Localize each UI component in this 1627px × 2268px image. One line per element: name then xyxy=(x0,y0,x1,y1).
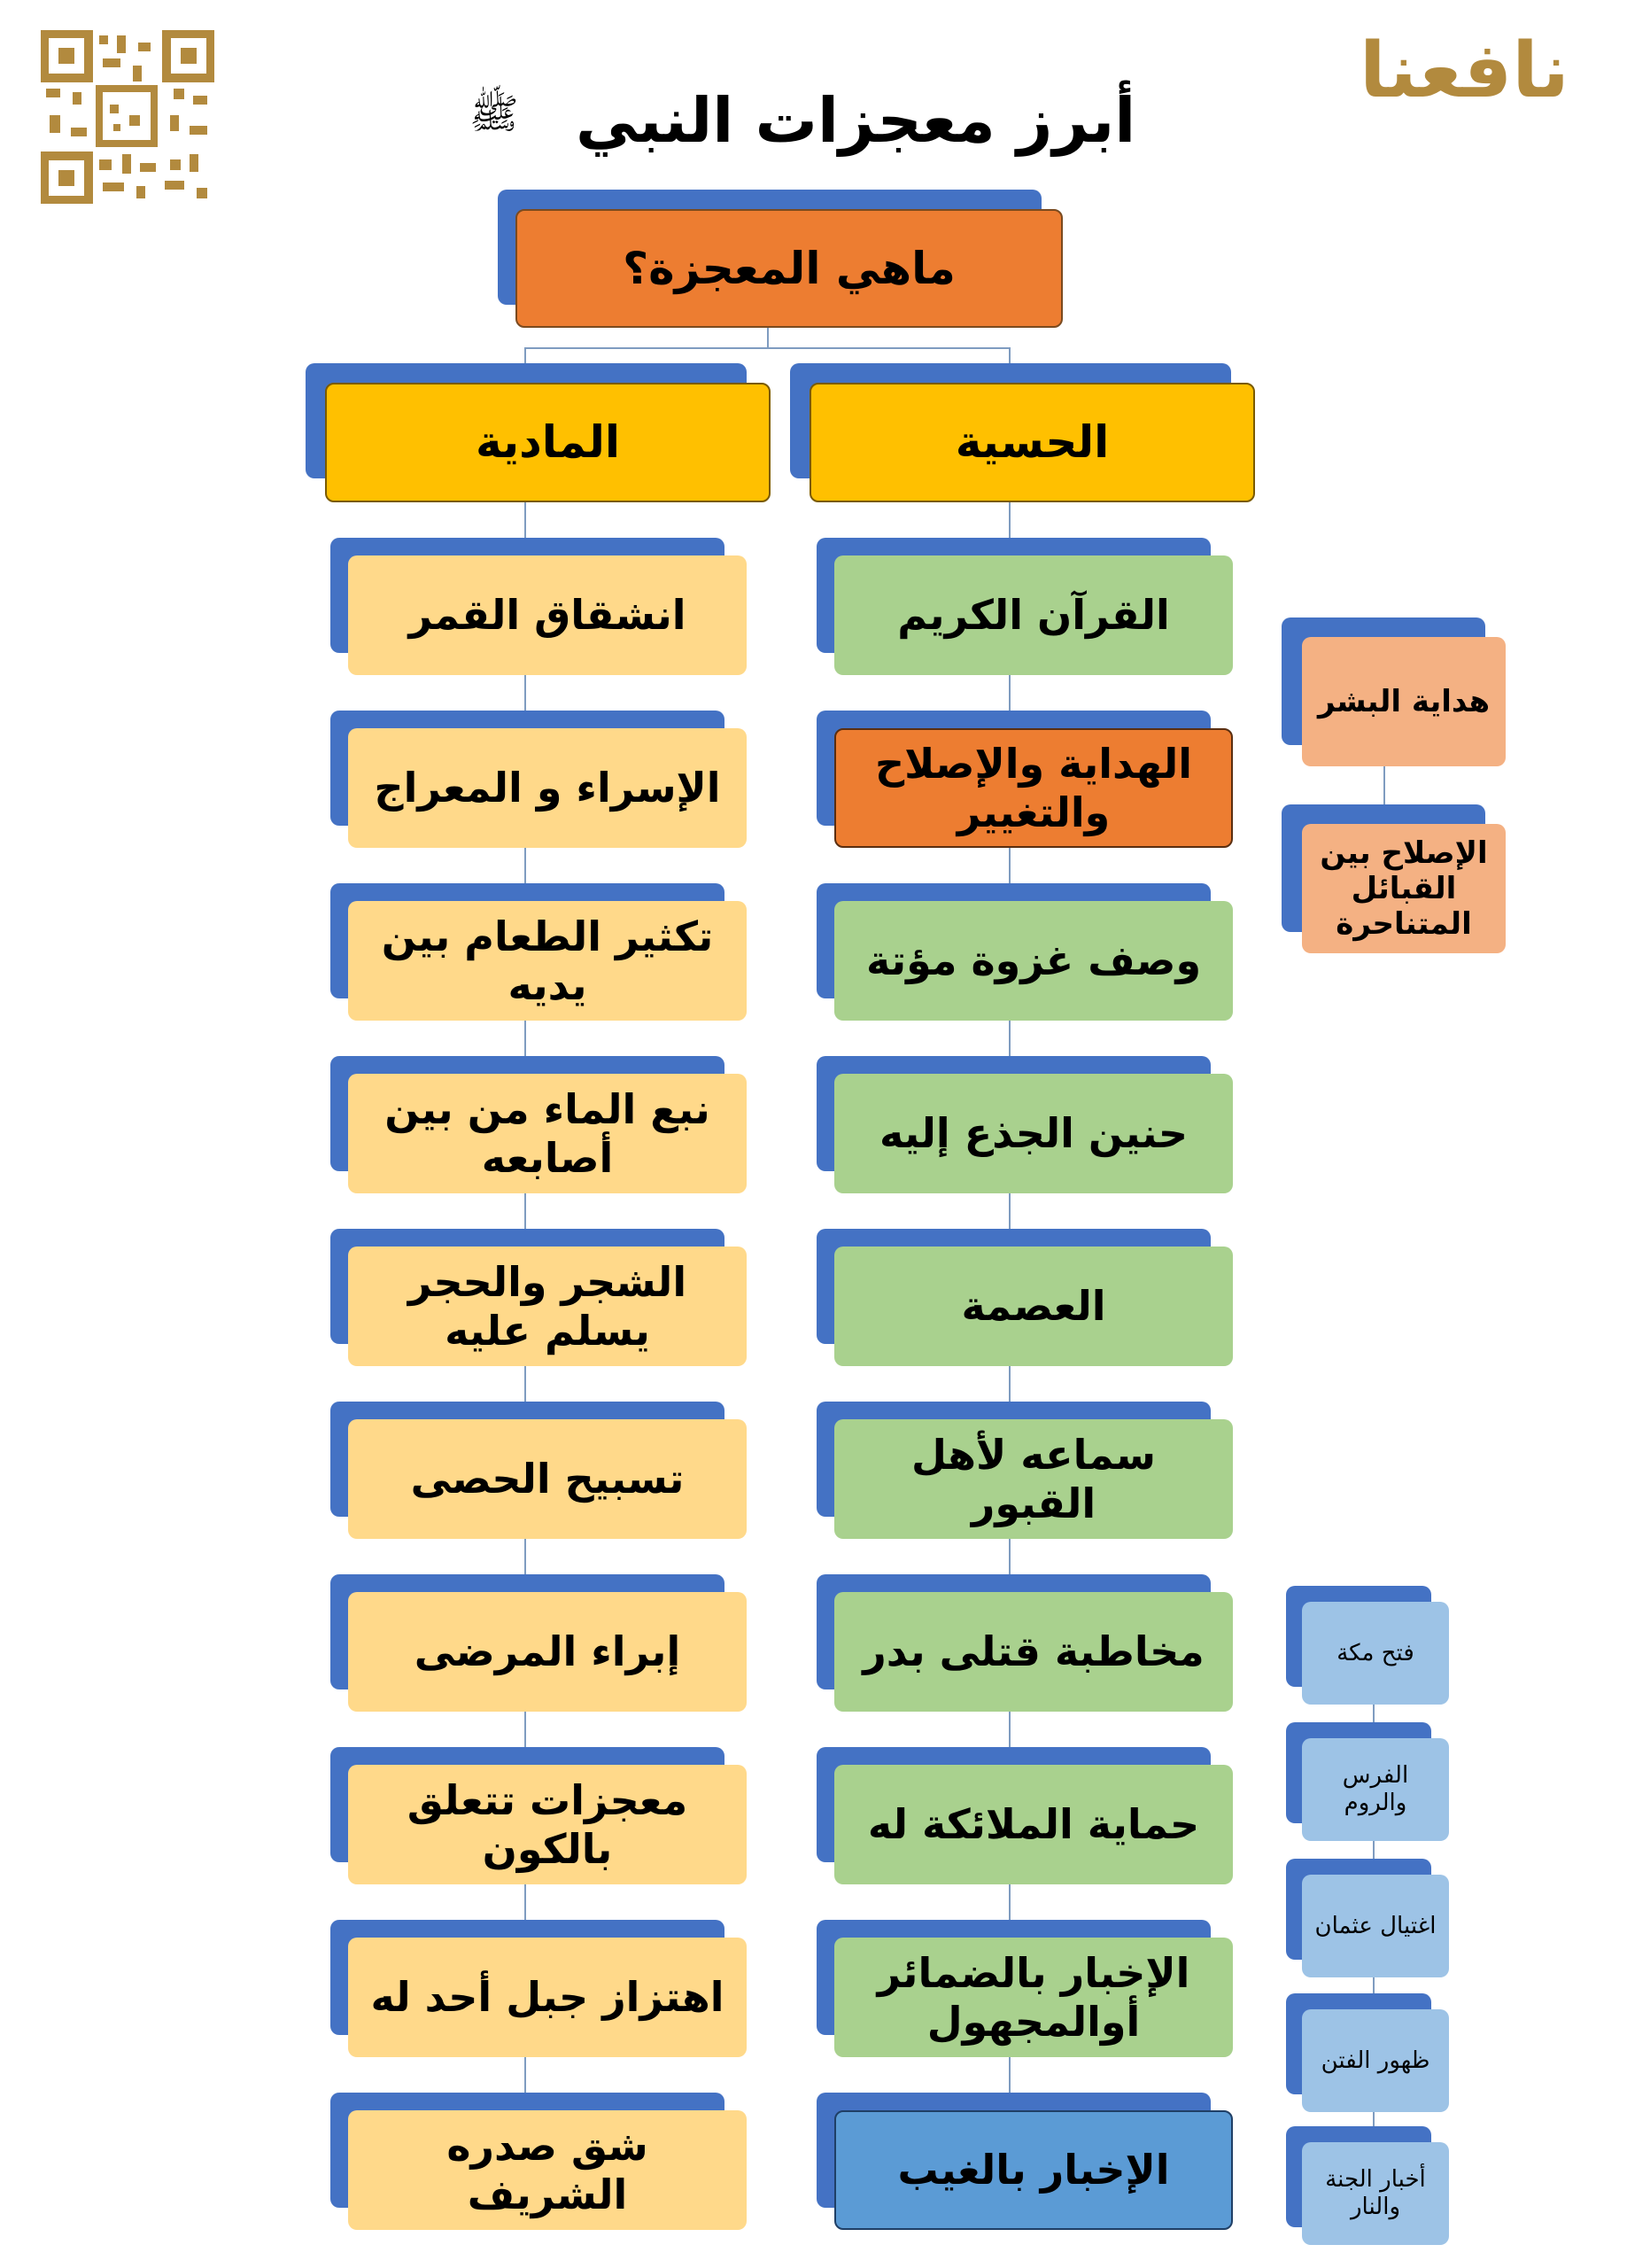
honorific-glyph: ﷺ xyxy=(469,89,519,137)
sensory-item-label: وصف غزوة مؤتة xyxy=(834,901,1233,1021)
branch-sensory-label: الحسية xyxy=(810,383,1255,502)
guidance-subitem-label: الإصلاح بين القبائل المتناحرة xyxy=(1302,824,1506,953)
sensory-item-label: العصمة xyxy=(834,1247,1233,1366)
sensory-item-highlight xyxy=(817,711,1233,848)
material-item xyxy=(330,1402,747,1539)
unseen-subitem xyxy=(1286,1586,1449,1705)
material-item xyxy=(330,2093,747,2230)
unseen-subitem xyxy=(1286,1993,1449,2112)
sensory-item-label: مخاطبة قتلى بدر xyxy=(834,1592,1233,1712)
brand-logo: نافعنا xyxy=(1360,27,1569,115)
material-item xyxy=(330,1747,747,1884)
sensory-item xyxy=(817,1056,1233,1193)
guidance-subitem xyxy=(1282,617,1506,766)
guidance-subitem xyxy=(1282,804,1506,953)
sensory-item xyxy=(817,1574,1233,1712)
sensory-item-label: القرآن الكريم xyxy=(834,555,1233,675)
sensory-item xyxy=(817,538,1233,675)
material-item xyxy=(330,883,747,1021)
unseen-subitem-label: ظهور الفتن xyxy=(1302,2009,1449,2112)
unseen-subitem-label: أخبار الجنة والنار xyxy=(1302,2142,1449,2245)
sensory-item xyxy=(817,1747,1233,1884)
material-item-label: تكثير الطعام بين يديه xyxy=(348,901,747,1021)
guidance-subitem-label: هداية البشر xyxy=(1302,637,1506,766)
branch-material xyxy=(306,363,771,502)
qr-code-icon xyxy=(41,30,214,204)
unseen-subitem xyxy=(1286,1859,1449,1977)
sensory-item xyxy=(817,1229,1233,1366)
material-item xyxy=(330,538,747,675)
branch-material-label: المادية xyxy=(325,383,771,502)
sensory-item xyxy=(817,1920,1233,2057)
connector-root-down xyxy=(767,328,769,349)
material-item-label: الشجر والحجر يسلم عليه xyxy=(348,1247,747,1366)
material-item xyxy=(330,1056,747,1193)
sensory-item-unseen xyxy=(817,2093,1233,2230)
sensory-item-label: الإخبار بالغيب xyxy=(834,2110,1233,2230)
material-item xyxy=(330,1574,747,1712)
sensory-item xyxy=(817,883,1233,1021)
sensory-item xyxy=(817,1402,1233,1539)
material-item-label: معجزات تتعلق بالكون xyxy=(348,1765,747,1884)
unseen-subitem xyxy=(1286,2126,1449,2245)
unseen-subitem xyxy=(1286,1722,1449,1841)
page-title: أبرز معجزات النبي xyxy=(576,84,1136,157)
material-item-label: الإسراء و المعراج xyxy=(348,728,747,848)
material-item xyxy=(330,1920,747,2057)
material-item-label: تسبيح الحصى xyxy=(348,1419,747,1539)
material-item-label: شق صدره الشريف xyxy=(348,2110,747,2230)
material-item-label: إبراء المرضى xyxy=(348,1592,747,1712)
branch-sensory xyxy=(790,363,1255,502)
material-item xyxy=(330,1229,747,1366)
material-item xyxy=(330,711,747,848)
sensory-item-label: الإخبار بالضمائر أوالمجهول xyxy=(834,1938,1233,2057)
connector-branch-bar xyxy=(524,347,1011,349)
unseen-subitem-label: الفرس والروم xyxy=(1302,1738,1449,1841)
unseen-subitem-label: فتح مكة xyxy=(1302,1602,1449,1705)
sensory-item-label: سماعه لأهل القبور xyxy=(834,1419,1233,1539)
material-item-label: اهتزاز جبل أحد له xyxy=(348,1938,747,2057)
sensory-item-label: الهداية والإصلاح والتغيير xyxy=(834,728,1233,848)
material-item-label: انشقاق القمر xyxy=(348,555,747,675)
sensory-item-label: حماية الملائكة له xyxy=(834,1765,1233,1884)
root-node-label: ماهي المعجزة؟ xyxy=(515,209,1063,328)
qr-code xyxy=(41,30,214,204)
unseen-subitem-label: اغتيال عثمان xyxy=(1302,1875,1449,1977)
sensory-item-label: حنين الجذع إليه xyxy=(834,1074,1233,1193)
root-node xyxy=(498,190,1065,328)
material-item-label: نبع الماء من بين أصابعه xyxy=(348,1074,747,1193)
